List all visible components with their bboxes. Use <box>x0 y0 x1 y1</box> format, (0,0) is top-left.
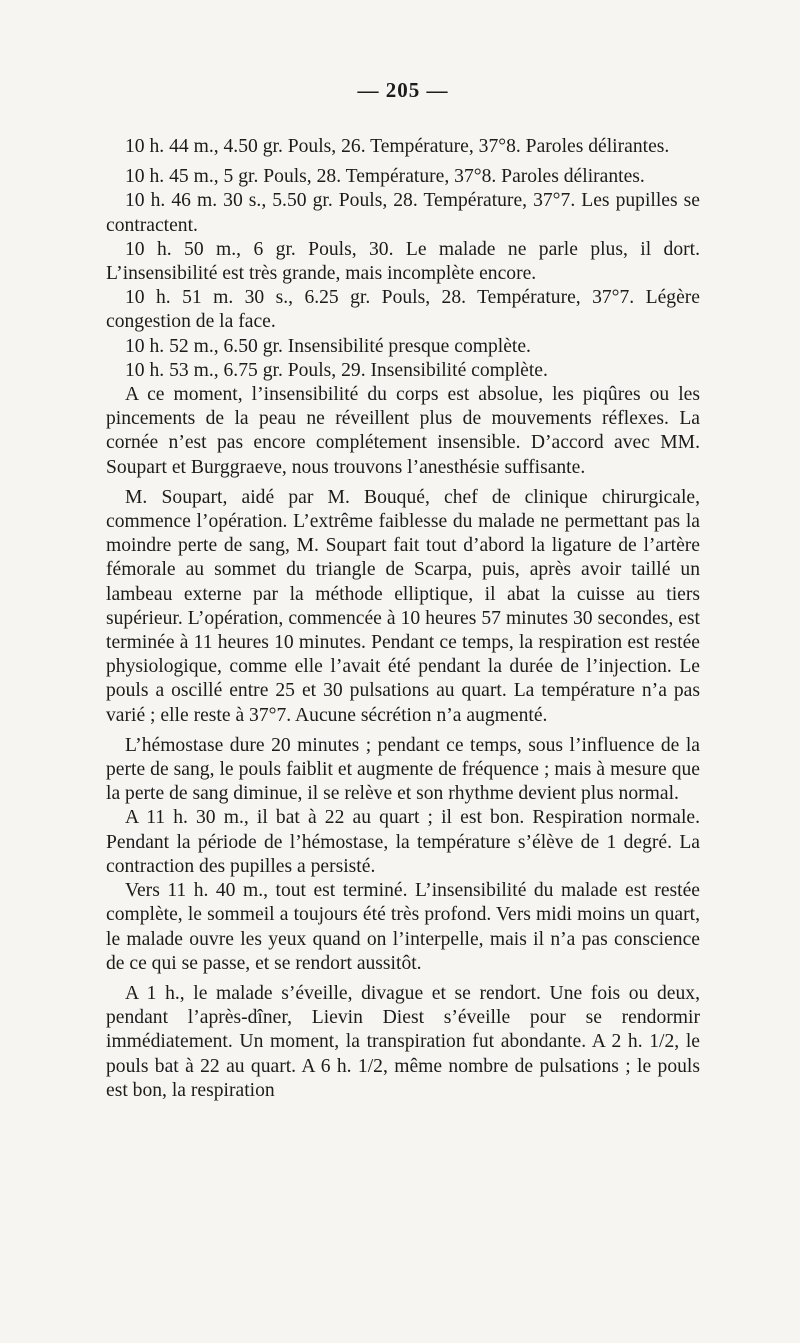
paragraph-10: L’hémostase dure 20 minutes ; pendant ce temps, sous l’influence de la perte de sang, le pouls faiblit et augmente de fréquence ; mais à mesure que la perte de sang diminue, il se relève et son rhythme devient plus normal. <box>106 734 700 805</box>
paragraph-8: A ce moment, l’insensibilité du corps est absolue, les piqûres ou les pincements de la peau ne réveillent plus de mouvements réflexes. La cornée n’est pas encore complétement insensible. D’accord avec MM. Soupart et Burggraeve, nous trouvons l’anesthésie suffisante. <box>106 384 700 478</box>
paragraph-4: 10 h. 50 m., 6 gr. Pouls, 30. Le malade ne parle plus, il dort. L’insensibilité est très grande, mais incomplète encore. <box>106 238 700 285</box>
paragraph-3: 10 h. 46 m. 30 s., 5.50 gr. Pouls, 28. Température, 37°7. Les pupilles se contractent. <box>106 190 700 236</box>
paragraph-2: 10 h. 45 m., 5 gr. Pouls, 28. Température, 37°8. Paroles délirantes. <box>125 166 645 188</box>
paragraph-9: M. Soupart, aidé par M. Bouqué, chef de clinique chirurgicale, commence l’opération. L’extrême faiblesse du malade ne permettant pas la moindre perte de sang, M. Soupart fait tout d’abord la ligature de l’artère fémorale au sommet du triangle de Scarpa, puis, après avoir taillé un lambeau externe par la méthode elliptique, il abat la cuisse au tiers supérieur. L’opération, commencée à 10 heures 57 minutes 30 secondes, est terminée à 11 heures 10 minutes. Pendant ce temps, la respiration est restée physiologique, comme elle l’avait été pendant la durée de l’injection. Le pouls a oscillé entre 25 et 30 pulsations au quart. La température n’a pas varié ; elle reste à 37°7. Aucune sécrétion n’a augmenté. <box>106 486 700 726</box>
paragraph-7: 10 h. 53 m., 6.75 gr. Pouls, 29. Insensibilité complète. <box>125 359 548 381</box>
page-number: — 205 — <box>357 78 449 102</box>
paragraph-5: 10 h. 51 m. 30 s., 6.25 gr. Pouls, 28. Température, 37°7. Légère congestion de la face. <box>106 287 700 333</box>
page-body <box>106 135 700 1103</box>
paragraph-11: A 11 h. 30 m., il bat à 22 au quart ; il est bon. Respiration normale. Pendant la période de l’hémostase, la température s’élève de 1 degré. La contraction des pupilles a persisté. <box>106 807 700 877</box>
paragraph-1: 10 h. 44 m., 4.50 gr. Pouls, 26. Température, 37°8. Paroles délirantes. <box>125 136 670 157</box>
paragraph-6: 10 h. 52 m., 6.50 gr. Insensibilité presque complète. <box>125 335 531 357</box>
paragraph-12: Vers 11 h. 40 m., tout est terminé. L’insensibilité du malade est restée complète, le sommeil a toujours été très profond. Vers midi moins un quart, le malade ouvre les yeux quand on l’interpelle, mais il n’a pas conscience de ce qui se passe, et se rendort aussitôt. <box>106 880 700 974</box>
paragraph-13: A 1 h., le malade s’éveille, divague et se rendort. Une fois ou deux, pendant l’après-dîner, Lievin Diest s’éveille pour se rendormir immédiatement. Un moment, la transpiration fut abondante. A 2 h. 1/2, le pouls bat à 22 au quart. A 6 h. 1/2, même nombre de pulsations ; le pouls est bon, la respiration <box>106 982 700 1101</box>
